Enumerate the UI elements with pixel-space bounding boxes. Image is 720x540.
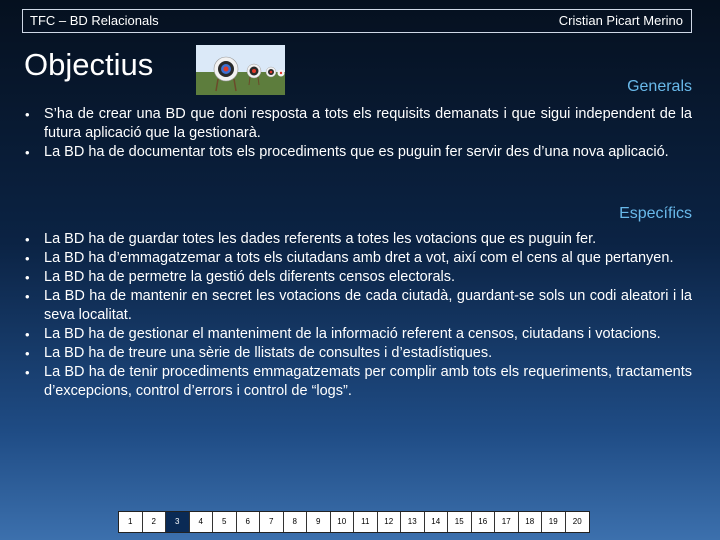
- page-link-20[interactable]: 20: [572, 517, 582, 526]
- page-link-13[interactable]: 13: [401, 512, 425, 532]
- author-name: Cristian Picart Merino: [558, 13, 683, 28]
- especifics-heading: Específics: [619, 205, 692, 222]
- list-item: • La BD ha de guardar totes les dades referents a totes les votacions que es puguin fer.: [24, 230, 692, 249]
- page-link-12[interactable]: 12: [378, 512, 402, 532]
- generals-heading: Generals: [627, 78, 692, 95]
- list-item: • La BD ha de documentar tots els procediments que es puguin fer servir des d’una nova aplicació.: [24, 143, 692, 162]
- page-link-5[interactable]: 5: [213, 512, 237, 532]
- page-link-19[interactable]: 19: [542, 512, 566, 532]
- list-item: • La BD ha de mantenir en secret les votacions de cada ciutadà, guardant-se sols un codi aleatori i la seva localitat.: [24, 287, 692, 325]
- slide-pagination: [118, 511, 590, 533]
- page-link-8[interactable]: 8: [284, 512, 308, 532]
- page-link-11[interactable]: 11: [354, 512, 378, 532]
- page-link-7[interactable]: 7: [260, 512, 284, 532]
- page-link-16[interactable]: 16: [472, 512, 496, 532]
- list-item: • S’ha de crear una BD que doni resposta a tots els requisits demanats i que sigui independent de la futura aplicació que la gestionarà.: [24, 105, 692, 143]
- page-link-4[interactable]: 4: [190, 512, 214, 532]
- page-link-2[interactable]: 2: [143, 512, 167, 532]
- page-link-3[interactable]: 3: [166, 512, 190, 532]
- page-link-17[interactable]: 17: [495, 512, 519, 532]
- page-link-9[interactable]: 9: [307, 512, 331, 532]
- page-link-6[interactable]: 6: [237, 512, 261, 532]
- page-link-14[interactable]: 14: [425, 512, 449, 532]
- generals-list: [24, 105, 692, 162]
- especifics-list: [24, 230, 692, 401]
- archery-targets-image: [196, 45, 285, 95]
- list-item: • La BD ha de tenir procediments emmagatzemats per complir amb tots els requeriments, tractaments d’excepcions, control d’errors i control de “logs”.: [24, 363, 692, 401]
- page-link-10[interactable]: 10: [331, 512, 355, 532]
- archery-targets-icon: [196, 45, 285, 95]
- list-item: • La BD ha de permetre la gestió dels diferents censos electorals.: [24, 268, 692, 287]
- list-item: • La BD ha de treure una sèrie de llistats de consultes i d’estadístiques.: [24, 344, 692, 363]
- list-item: • La BD ha de gestionar el manteniment de la informació referent a censos, ciutadans i votacions.: [24, 325, 692, 344]
- page-link-1[interactable]: 1: [119, 512, 143, 532]
- list-item: • La BD ha d’emmagatzemar a tots els ciutadans amb dret a vot, així com el cens al que pertanyen.: [24, 249, 692, 268]
- header-bar: [22, 9, 692, 33]
- page-link-18[interactable]: 18: [519, 512, 543, 532]
- page-link-15[interactable]: 15: [448, 512, 472, 532]
- course-title: TFC – BD Relacionals: [30, 13, 159, 28]
- slide-title: Objectius: [24, 47, 154, 82]
